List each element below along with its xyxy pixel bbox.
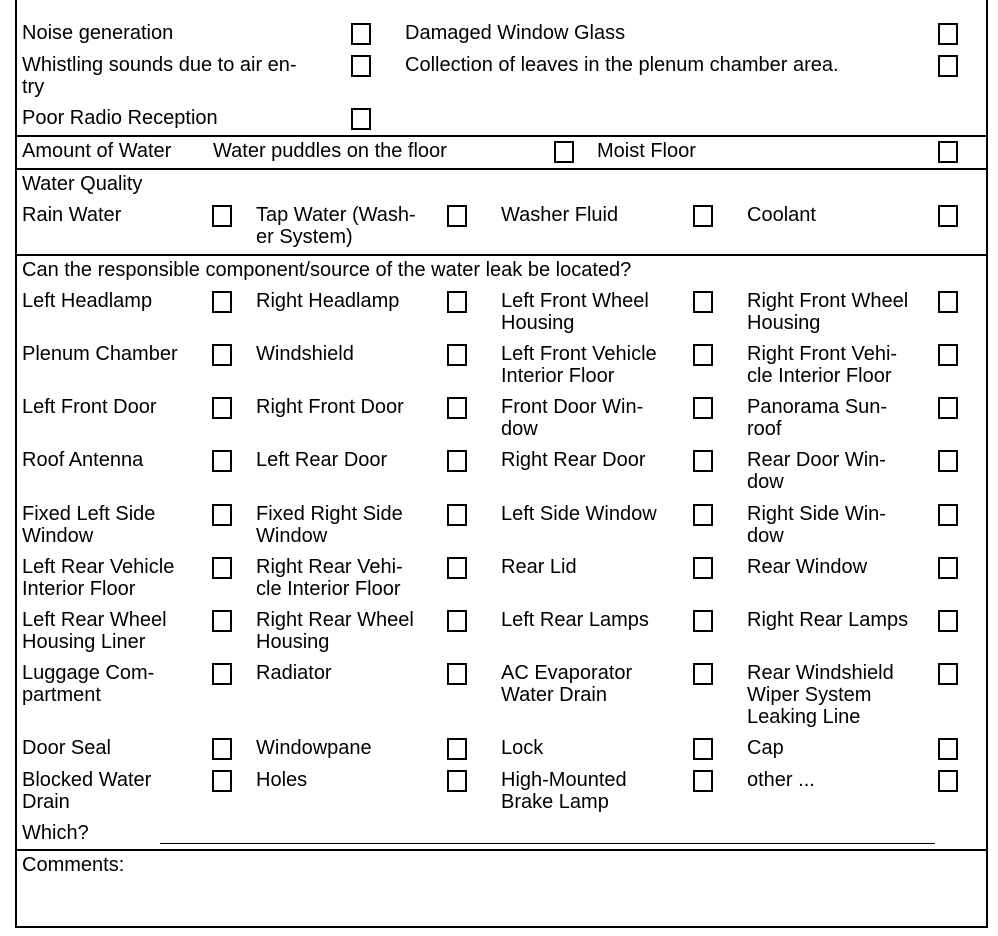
label-water-quality: Water Quality (22, 173, 143, 195)
checkbox-tap-water[interactable] (447, 205, 467, 227)
component-checkbox[interactable] (938, 557, 958, 579)
component-label: Right Front Wheel (747, 290, 909, 312)
component-checkbox[interactable] (212, 291, 232, 313)
component-label: cle Interior Floor (256, 578, 401, 600)
component-label: Plenum Chamber (22, 343, 178, 365)
label-locate-question: Can the responsible component/source of the water leak be located? (22, 259, 632, 281)
component-checkbox[interactable] (938, 610, 958, 632)
checkbox-water-puddles[interactable] (554, 141, 574, 163)
component-checkbox[interactable] (938, 291, 958, 313)
component-label: Fixed Right Side (256, 503, 403, 525)
label-whistling-sounds-line2: try (22, 76, 45, 98)
component-label: Interior Floor (22, 578, 136, 600)
component-checkbox[interactable] (212, 450, 232, 472)
component-label: Holes (256, 769, 308, 791)
component-label: Housing (256, 631, 330, 653)
component-checkbox[interactable] (447, 610, 467, 632)
component-label: Right Side Win- (747, 503, 886, 525)
component-checkbox[interactable] (447, 450, 467, 472)
label-tap-water-line1: Tap Water (Wash- (256, 204, 416, 226)
component-checkbox[interactable] (212, 344, 232, 366)
component-checkbox[interactable] (938, 504, 958, 526)
component-label: Roof Antenna (22, 449, 144, 471)
component-checkbox[interactable] (938, 770, 958, 792)
component-checkbox[interactable] (212, 738, 232, 760)
component-label: Fixed Left Side (22, 503, 156, 525)
label-comments: Comments: (22, 854, 125, 876)
component-label: Window (22, 525, 94, 547)
component-label: other ... (747, 769, 815, 791)
component-label: Blocked Water (22, 769, 152, 791)
component-label: Rear Door Win- (747, 449, 886, 471)
label-poor-radio-reception: Poor Radio Reception (22, 107, 218, 129)
component-checkbox[interactable] (212, 397, 232, 419)
component-checkbox[interactable] (693, 738, 713, 760)
component-checkbox[interactable] (938, 738, 958, 760)
component-label: Left Side Window (501, 503, 657, 525)
component-label: dow (747, 471, 784, 493)
component-label: Left Headlamp (22, 290, 153, 312)
component-label: Right Rear Lamps (747, 609, 909, 631)
label-rain-water: Rain Water (22, 204, 122, 226)
component-label: Windowpane (256, 737, 372, 759)
component-label: Left Rear Vehicle (22, 556, 175, 578)
component-label: Interior Floor (501, 365, 615, 387)
label-water-puddles: Water puddles on the floor (213, 140, 447, 162)
label-moist-floor: Moist Floor (597, 140, 696, 162)
checkbox-washer-fluid[interactable] (693, 205, 713, 227)
component-checkbox[interactable] (693, 450, 713, 472)
component-checkbox[interactable] (212, 557, 232, 579)
component-checkbox[interactable] (693, 557, 713, 579)
label-whistling-sounds-line1: Whistling sounds due to air en- (22, 54, 297, 76)
component-label: Rear Window (747, 556, 868, 578)
component-checkbox[interactable] (447, 557, 467, 579)
component-label: AC Evaporator (501, 662, 633, 684)
checkbox-noise-generation[interactable] (351, 23, 371, 45)
component-checkbox[interactable] (693, 610, 713, 632)
label-damaged-window-glass: Damaged Window Glass (405, 22, 626, 44)
component-label: Right Rear Wheel (256, 609, 414, 631)
divider (15, 254, 988, 256)
component-label: Door Seal (22, 737, 111, 759)
component-label: Left Front Wheel (501, 290, 649, 312)
label-tap-water-line2: er System) (256, 226, 353, 248)
checkbox-moist-floor[interactable] (938, 141, 958, 163)
component-checkbox[interactable] (938, 663, 958, 685)
label-which: Which? (22, 822, 89, 844)
component-label: High-Mounted (501, 769, 627, 791)
component-label: Left Front Door (22, 396, 157, 418)
checkbox-rain-water[interactable] (212, 205, 232, 227)
component-label: Water Drain (501, 684, 607, 706)
component-label: Wiper System (747, 684, 872, 706)
component-label: Cap (747, 737, 784, 759)
component-label: dow (747, 525, 784, 547)
label-collection-of-leaves: Collection of leaves in the plenum chamber area. (405, 54, 839, 76)
component-label: Leaking Line (747, 706, 861, 728)
component-label: cle Interior Floor (747, 365, 892, 387)
checkbox-damaged-window-glass[interactable] (938, 23, 958, 45)
component-checkbox[interactable] (693, 397, 713, 419)
component-label: Right Rear Vehi- (256, 556, 403, 578)
component-label: Right Front Vehi- (747, 343, 898, 365)
label-amount-of-water: Amount of Water (22, 140, 172, 162)
component-label: roof (747, 418, 782, 440)
component-checkbox[interactable] (447, 663, 467, 685)
component-label: Brake Lamp (501, 791, 609, 813)
label-noise-generation: Noise generation (22, 22, 174, 44)
component-label: Left Rear Lamps (501, 609, 649, 631)
component-label: Right Rear Door (501, 449, 646, 471)
component-label: Lock (501, 737, 544, 759)
component-checkbox[interactable] (938, 344, 958, 366)
component-label: Drain (22, 791, 70, 813)
component-checkbox[interactable] (447, 770, 467, 792)
component-label: Left Front Vehicle (501, 343, 657, 365)
component-checkbox[interactable] (693, 504, 713, 526)
component-checkbox[interactable] (693, 770, 713, 792)
component-checkbox[interactable] (938, 450, 958, 472)
component-checkbox[interactable] (212, 770, 232, 792)
component-label: Rear Lid (501, 556, 577, 578)
component-label: Left Rear Wheel (22, 609, 167, 631)
component-label: Panorama Sun- (747, 396, 888, 418)
checkbox-collection-of-leaves[interactable] (938, 55, 958, 77)
component-checkbox[interactable] (447, 344, 467, 366)
component-checkbox[interactable] (693, 291, 713, 313)
divider (15, 168, 988, 170)
component-checkbox[interactable] (447, 504, 467, 526)
component-checkbox[interactable] (447, 738, 467, 760)
component-label: Housing (501, 312, 575, 334)
component-label: Rear Windshield (747, 662, 894, 684)
component-label: dow (501, 418, 538, 440)
divider (15, 849, 988, 851)
component-checkbox[interactable] (938, 397, 958, 419)
label-coolant: Coolant (747, 204, 816, 226)
component-label: Housing (747, 312, 821, 334)
component-label: Housing Liner (22, 631, 146, 653)
checkbox-poor-radio-reception[interactable] (351, 108, 371, 130)
component-label: Window (256, 525, 328, 547)
which-input-line[interactable] (160, 843, 935, 844)
component-checkbox[interactable] (447, 291, 467, 313)
component-label: Right Headlamp (256, 290, 400, 312)
component-checkbox[interactable] (212, 663, 232, 685)
component-label: Windshield (256, 343, 354, 365)
component-label: Radiator (256, 662, 332, 684)
component-label: Left Rear Door (256, 449, 388, 471)
component-checkbox[interactable] (447, 397, 467, 419)
component-checkbox[interactable] (693, 663, 713, 685)
divider (15, 135, 988, 137)
label-washer-fluid: Washer Fluid (501, 204, 619, 226)
checkbox-whistling-sounds[interactable] (351, 55, 371, 77)
component-label: partment (22, 684, 101, 706)
checkbox-coolant[interactable] (938, 205, 958, 227)
component-label: Luggage Com- (22, 662, 155, 684)
component-checkbox[interactable] (212, 504, 232, 526)
component-label: Right Front Door (256, 396, 404, 418)
component-label: Front Door Win- (501, 396, 644, 418)
component-checkbox[interactable] (212, 610, 232, 632)
component-checkbox[interactable] (693, 344, 713, 366)
